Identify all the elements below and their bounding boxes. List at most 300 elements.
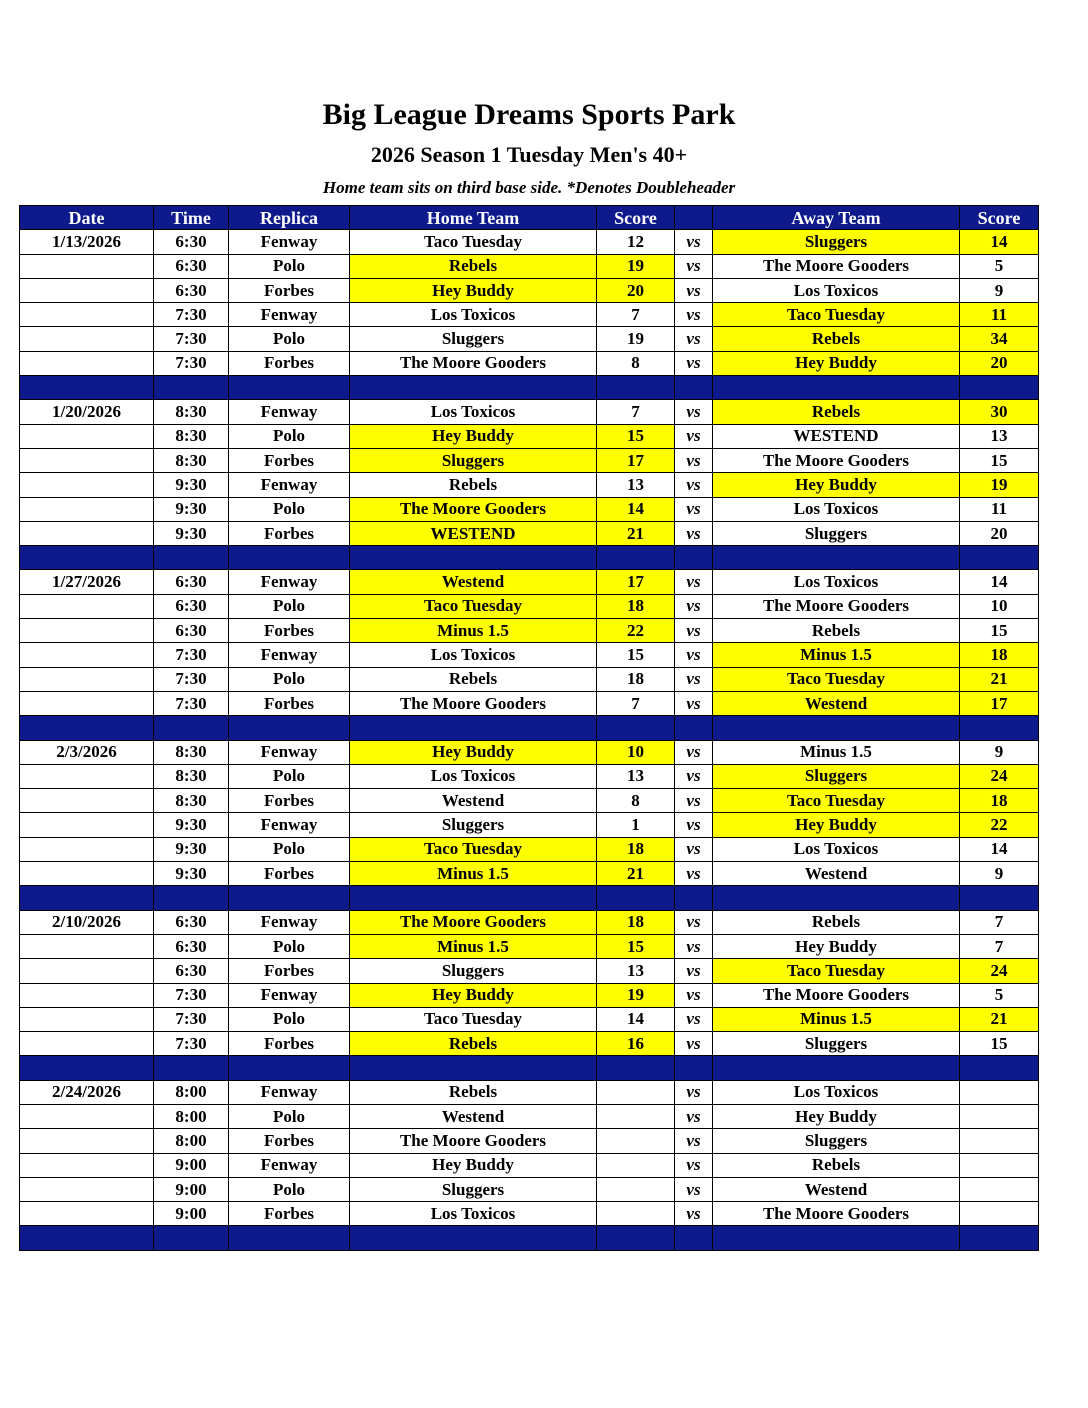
replica-cell: Polo <box>229 424 350 448</box>
separator-cell <box>713 886 960 910</box>
vs-cell: vs <box>675 230 713 254</box>
away-team-cell: Sluggers <box>713 230 960 254</box>
replica-cell: Fenway <box>229 740 350 764</box>
vs-cell: vs <box>675 643 713 667</box>
separator-cell <box>960 1056 1039 1080</box>
time-cell: 7:30 <box>154 983 229 1007</box>
away-score-cell: 15 <box>960 1032 1039 1056</box>
home-team-cell: The Moore Gooders <box>350 691 597 715</box>
away-score-cell: 9 <box>960 278 1039 302</box>
away-score-cell: 15 <box>960 619 1039 643</box>
home-team-cell: Hey Buddy <box>350 278 597 302</box>
time-cell: 7:30 <box>154 667 229 691</box>
vs-cell: vs <box>675 497 713 521</box>
time-cell: 7:30 <box>154 1032 229 1056</box>
time-cell: 9:30 <box>154 497 229 521</box>
time-cell: 9:00 <box>154 1202 229 1226</box>
away-team-cell: Sluggers <box>713 764 960 788</box>
home-score-cell: 18 <box>597 910 675 934</box>
away-score-cell <box>960 1104 1039 1128</box>
away-score-cell: 24 <box>960 959 1039 983</box>
home-team-cell: Minus 1.5 <box>350 862 597 886</box>
replica-cell: Polo <box>229 764 350 788</box>
away-score-cell: 18 <box>960 789 1039 813</box>
home-score-cell: 21 <box>597 862 675 886</box>
separator-cell <box>350 716 597 740</box>
date-cell <box>20 424 154 448</box>
date-cell <box>20 983 154 1007</box>
home-team-cell: Rebels <box>350 667 597 691</box>
date-cell <box>20 643 154 667</box>
home-team-cell: Sluggers <box>350 448 597 472</box>
separator-cell <box>675 1056 713 1080</box>
replica-cell: Polo <box>229 934 350 958</box>
date-cell <box>20 327 154 351</box>
home-score-cell <box>597 1202 675 1226</box>
vs-cell: vs <box>675 400 713 424</box>
separator-cell <box>597 546 675 570</box>
date-cell <box>20 278 154 302</box>
date-cell <box>20 1032 154 1056</box>
time-cell: 8:30 <box>154 789 229 813</box>
home-score-cell: 15 <box>597 934 675 958</box>
away-team-cell: Taco Tuesday <box>713 959 960 983</box>
home-team-cell: Minus 1.5 <box>350 934 597 958</box>
home-team-cell: The Moore Gooders <box>350 351 597 375</box>
week-separator-row <box>20 546 1039 570</box>
time-cell: 8:00 <box>154 1080 229 1104</box>
time-cell: 9:00 <box>154 1177 229 1201</box>
vs-cell: vs <box>675 667 713 691</box>
date-cell <box>20 1177 154 1201</box>
replica-cell: Fenway <box>229 983 350 1007</box>
vs-cell: vs <box>675 691 713 715</box>
home-team-cell: The Moore Gooders <box>350 497 597 521</box>
separator-cell <box>675 1226 713 1250</box>
separator-cell <box>713 546 960 570</box>
away-score-cell <box>960 1129 1039 1153</box>
separator-cell <box>713 1226 960 1250</box>
home-team-cell: Taco Tuesday <box>350 594 597 618</box>
time-cell: 7:30 <box>154 303 229 327</box>
away-score-cell: 9 <box>960 740 1039 764</box>
replica-cell: Forbes <box>229 1032 350 1056</box>
replica-cell: Polo <box>229 1007 350 1031</box>
replica-cell: Fenway <box>229 910 350 934</box>
col-header-home-score: Score <box>597 206 675 230</box>
separator-cell <box>229 886 350 910</box>
away-score-cell: 34 <box>960 327 1039 351</box>
home-team-cell: Los Toxicos <box>350 643 597 667</box>
home-score-cell: 10 <box>597 740 675 764</box>
time-cell: 6:30 <box>154 910 229 934</box>
date-cell <box>20 619 154 643</box>
replica-cell: Polo <box>229 1177 350 1201</box>
home-score-cell: 1 <box>597 813 675 837</box>
time-cell: 8:00 <box>154 1104 229 1128</box>
vs-cell: vs <box>675 789 713 813</box>
separator-cell <box>350 1056 597 1080</box>
date-cell: 2/24/2026 <box>20 1080 154 1104</box>
home-score-cell: 18 <box>597 667 675 691</box>
home-team-cell: The Moore Gooders <box>350 1129 597 1153</box>
away-team-cell: Hey Buddy <box>713 351 960 375</box>
time-cell: 8:30 <box>154 740 229 764</box>
vs-cell: vs <box>675 570 713 594</box>
col-header-vs <box>675 206 713 230</box>
home-team-cell: Westend <box>350 570 597 594</box>
away-team-cell: Westend <box>713 691 960 715</box>
home-score-cell: 13 <box>597 959 675 983</box>
vs-cell: vs <box>675 837 713 861</box>
away-team-cell: Taco Tuesday <box>713 303 960 327</box>
replica-cell: Fenway <box>229 570 350 594</box>
separator-cell <box>713 376 960 400</box>
home-score-cell: 12 <box>597 230 675 254</box>
col-header-away-team: Away Team <box>713 206 960 230</box>
game-row <box>20 983 1039 1007</box>
game-row <box>20 1129 1039 1153</box>
separator-cell <box>960 546 1039 570</box>
separator-cell <box>229 716 350 740</box>
away-team-cell: WESTEND <box>713 424 960 448</box>
separator-cell <box>350 546 597 570</box>
replica-cell: Fenway <box>229 473 350 497</box>
separator-cell <box>154 886 229 910</box>
replica-cell: Forbes <box>229 351 350 375</box>
game-row <box>20 740 1039 764</box>
away-team-cell: Taco Tuesday <box>713 789 960 813</box>
vs-cell: vs <box>675 594 713 618</box>
replica-cell: Forbes <box>229 959 350 983</box>
replica-cell: Polo <box>229 594 350 618</box>
away-team-cell: Sluggers <box>713 1129 960 1153</box>
date-cell <box>20 1153 154 1177</box>
home-team-cell: Sluggers <box>350 1177 597 1201</box>
separator-cell <box>675 886 713 910</box>
week-separator-row <box>20 376 1039 400</box>
home-score-cell: 18 <box>597 837 675 861</box>
time-cell: 8:30 <box>154 424 229 448</box>
time-cell: 6:30 <box>154 959 229 983</box>
home-score-cell: 19 <box>597 327 675 351</box>
game-row <box>20 1007 1039 1031</box>
replica-cell: Forbes <box>229 521 350 545</box>
home-score-cell <box>597 1177 675 1201</box>
date-cell <box>20 1129 154 1153</box>
game-row <box>20 837 1039 861</box>
home-team-cell: Taco Tuesday <box>350 837 597 861</box>
date-cell <box>20 521 154 545</box>
away-team-cell: Los Toxicos <box>713 278 960 302</box>
home-score-cell: 14 <box>597 497 675 521</box>
away-score-cell: 13 <box>960 424 1039 448</box>
away-team-cell: Rebels <box>713 327 960 351</box>
page-subtitle: 2026 Season 1 Tuesday Men's 40+ <box>370 142 688 167</box>
replica-cell: Polo <box>229 1104 350 1128</box>
game-row <box>20 497 1039 521</box>
replica-cell: Fenway <box>229 1080 350 1104</box>
home-score-cell: 8 <box>597 789 675 813</box>
home-team-cell: Los Toxicos <box>350 764 597 788</box>
home-score-cell <box>597 1104 675 1128</box>
separator-cell <box>597 886 675 910</box>
separator-cell <box>597 716 675 740</box>
home-score-cell <box>597 1080 675 1104</box>
separator-cell <box>960 886 1039 910</box>
home-team-cell: Taco Tuesday <box>350 1007 597 1031</box>
time-cell: 7:30 <box>154 691 229 715</box>
time-cell: 8:30 <box>154 400 229 424</box>
vs-cell: vs <box>675 1129 713 1153</box>
game-row <box>20 789 1039 813</box>
vs-cell: vs <box>675 303 713 327</box>
separator-cell <box>597 376 675 400</box>
col-header-away-score: Score <box>960 206 1039 230</box>
time-cell: 6:30 <box>154 254 229 278</box>
home-team-cell: Westend <box>350 789 597 813</box>
away-team-cell: Los Toxicos <box>713 837 960 861</box>
home-score-cell: 15 <box>597 424 675 448</box>
time-cell: 9:30 <box>154 837 229 861</box>
separator-cell <box>960 1226 1039 1250</box>
game-row <box>20 351 1039 375</box>
date-cell: 1/13/2026 <box>20 230 154 254</box>
game-row <box>20 570 1039 594</box>
game-row <box>20 473 1039 497</box>
date-cell <box>20 691 154 715</box>
date-cell <box>20 594 154 618</box>
home-score-cell: 7 <box>597 400 675 424</box>
replica-cell: Fenway <box>229 230 350 254</box>
away-team-cell: Minus 1.5 <box>713 740 960 764</box>
replica-cell: Forbes <box>229 789 350 813</box>
game-row <box>20 667 1039 691</box>
vs-cell: vs <box>675 983 713 1007</box>
away-team-cell: Westend <box>713 1177 960 1201</box>
home-team-cell: Minus 1.5 <box>350 619 597 643</box>
game-row <box>20 959 1039 983</box>
time-cell: 9:30 <box>154 521 229 545</box>
replica-cell: Polo <box>229 837 350 861</box>
game-row <box>20 1153 1039 1177</box>
time-cell: 6:30 <box>154 594 229 618</box>
separator-cell <box>154 1056 229 1080</box>
home-score-cell: 13 <box>597 473 675 497</box>
away-team-cell: The Moore Gooders <box>713 983 960 1007</box>
time-cell: 7:30 <box>154 327 229 351</box>
game-row <box>20 1177 1039 1201</box>
separator-cell <box>154 546 229 570</box>
away-team-cell: Hey Buddy <box>713 813 960 837</box>
date-cell <box>20 254 154 278</box>
vs-cell: vs <box>675 473 713 497</box>
col-header-date: Date <box>20 206 154 230</box>
home-team-cell: Rebels <box>350 1080 597 1104</box>
separator-cell <box>675 376 713 400</box>
game-row <box>20 278 1039 302</box>
home-team-cell: Rebels <box>350 254 597 278</box>
date-cell <box>20 667 154 691</box>
away-score-cell: 20 <box>960 521 1039 545</box>
replica-cell: Fenway <box>229 303 350 327</box>
time-cell: 6:30 <box>154 934 229 958</box>
week-separator-row <box>20 1226 1039 1250</box>
away-team-cell: Los Toxicos <box>713 497 960 521</box>
separator-cell <box>229 1226 350 1250</box>
replica-cell: Forbes <box>229 619 350 643</box>
away-score-cell: 24 <box>960 764 1039 788</box>
away-team-cell: Sluggers <box>713 521 960 545</box>
home-team-cell: Hey Buddy <box>350 983 597 1007</box>
away-team-cell: Sluggers <box>713 1032 960 1056</box>
home-team-cell: Los Toxicos <box>350 400 597 424</box>
time-cell: 8:30 <box>154 448 229 472</box>
date-cell <box>20 448 154 472</box>
time-cell: 9:30 <box>154 473 229 497</box>
home-score-cell: 7 <box>597 691 675 715</box>
time-cell: 6:30 <box>154 278 229 302</box>
separator-cell <box>229 1056 350 1080</box>
home-team-cell: Taco Tuesday <box>350 230 597 254</box>
vs-cell: vs <box>675 521 713 545</box>
away-score-cell <box>960 1080 1039 1104</box>
col-header-home-team: Home Team <box>350 206 597 230</box>
home-team-cell: Los Toxicos <box>350 1202 597 1226</box>
away-team-cell: Los Toxicos <box>713 570 960 594</box>
date-cell <box>20 303 154 327</box>
replica-cell: Polo <box>229 254 350 278</box>
away-score-cell <box>960 1177 1039 1201</box>
vs-cell: vs <box>675 1177 713 1201</box>
vs-cell: vs <box>675 1080 713 1104</box>
game-row <box>20 400 1039 424</box>
schedule-body <box>20 230 1039 1250</box>
away-team-cell: Westend <box>713 862 960 886</box>
separator-cell <box>20 546 154 570</box>
home-team-cell: Westend <box>350 1104 597 1128</box>
away-score-cell: 19 <box>960 473 1039 497</box>
replica-cell: Fenway <box>229 813 350 837</box>
header-row <box>20 206 1039 230</box>
replica-cell: Forbes <box>229 691 350 715</box>
date-cell <box>20 1104 154 1128</box>
vs-cell: vs <box>675 764 713 788</box>
home-score-cell: 8 <box>597 351 675 375</box>
week-separator-row <box>20 716 1039 740</box>
away-team-cell: Los Toxicos <box>713 1080 960 1104</box>
away-team-cell: Minus 1.5 <box>713 643 960 667</box>
date-cell <box>20 934 154 958</box>
separator-cell <box>20 376 154 400</box>
separator-cell <box>20 886 154 910</box>
game-row <box>20 691 1039 715</box>
away-score-cell: 5 <box>960 254 1039 278</box>
vs-cell: vs <box>675 351 713 375</box>
date-cell: 2/10/2026 <box>20 910 154 934</box>
away-score-cell: 7 <box>960 910 1039 934</box>
vs-cell: vs <box>675 1153 713 1177</box>
game-row <box>20 254 1039 278</box>
home-score-cell: 21 <box>597 521 675 545</box>
away-team-cell: Rebels <box>713 1153 960 1177</box>
game-row <box>20 230 1039 254</box>
away-score-cell: 14 <box>960 570 1039 594</box>
time-cell: 9:00 <box>154 1153 229 1177</box>
away-team-cell: Hey Buddy <box>713 934 960 958</box>
away-score-cell: 11 <box>960 303 1039 327</box>
home-team-cell: Hey Buddy <box>350 424 597 448</box>
separator-cell <box>713 716 960 740</box>
replica-cell: Forbes <box>229 278 350 302</box>
time-cell: 7:30 <box>154 1007 229 1031</box>
date-cell <box>20 1007 154 1031</box>
home-score-cell: 19 <box>597 983 675 1007</box>
game-row <box>20 862 1039 886</box>
date-cell <box>20 837 154 861</box>
date-cell <box>20 813 154 837</box>
date-cell: 1/27/2026 <box>20 570 154 594</box>
separator-cell <box>154 376 229 400</box>
date-cell: 1/20/2026 <box>20 400 154 424</box>
separator-cell <box>350 1226 597 1250</box>
replica-cell: Fenway <box>229 1153 350 1177</box>
separator-cell <box>960 376 1039 400</box>
time-cell: 6:30 <box>154 230 229 254</box>
away-team-cell: The Moore Gooders <box>713 448 960 472</box>
home-team-cell: Rebels <box>350 473 597 497</box>
away-team-cell: The Moore Gooders <box>713 1202 960 1226</box>
away-score-cell: 5 <box>960 983 1039 1007</box>
away-score-cell: 30 <box>960 400 1039 424</box>
separator-cell <box>675 546 713 570</box>
vs-cell: vs <box>675 1007 713 1031</box>
home-score-cell: 14 <box>597 1007 675 1031</box>
replica-cell: Forbes <box>229 862 350 886</box>
game-row <box>20 934 1039 958</box>
separator-cell <box>597 1056 675 1080</box>
separator-cell <box>229 376 350 400</box>
vs-cell: vs <box>675 448 713 472</box>
week-separator-row <box>20 1056 1039 1080</box>
away-team-cell: Rebels <box>713 910 960 934</box>
away-score-cell: 21 <box>960 1007 1039 1031</box>
away-team-cell: Taco Tuesday <box>713 667 960 691</box>
away-team-cell: Rebels <box>713 619 960 643</box>
home-score-cell <box>597 1129 675 1153</box>
home-team-cell: Sluggers <box>350 327 597 351</box>
home-team-cell: Sluggers <box>350 813 597 837</box>
replica-cell: Polo <box>229 667 350 691</box>
game-row <box>20 521 1039 545</box>
away-team-cell: The Moore Gooders <box>713 594 960 618</box>
away-score-cell: 14 <box>960 230 1039 254</box>
away-score-cell: 7 <box>960 934 1039 958</box>
away-score-cell: 15 <box>960 448 1039 472</box>
date-cell <box>20 473 154 497</box>
away-score-cell: 10 <box>960 594 1039 618</box>
replica-cell: Fenway <box>229 400 350 424</box>
schedule-table <box>19 205 1039 1251</box>
date-cell <box>20 351 154 375</box>
date-cell <box>20 764 154 788</box>
vs-cell: vs <box>675 959 713 983</box>
home-score-cell: 20 <box>597 278 675 302</box>
home-score-cell: 18 <box>597 594 675 618</box>
time-cell: 8:00 <box>154 1129 229 1153</box>
time-cell: 8:30 <box>154 764 229 788</box>
vs-cell: vs <box>675 1202 713 1226</box>
